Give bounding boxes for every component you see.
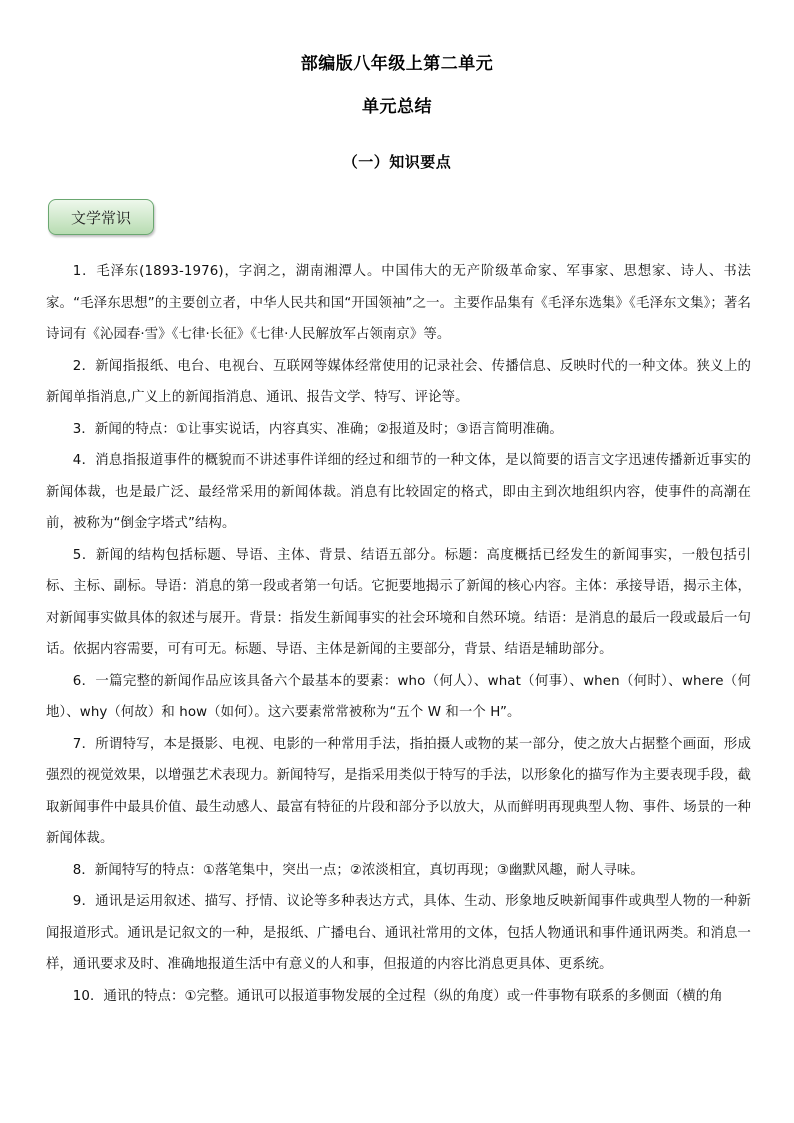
content-body xyxy=(46,256,751,1012)
paragraph-10: 10．通讯的特点：①完整。通讯可以报道事物发展的全过程（纵的角度）或一件事物有联系的多侧面（横的角 xyxy=(72,988,723,1004)
section-badge-literature: 文学常识 xyxy=(48,199,154,235)
paragraph-2: 2．新闻指报纸、电台、电视台、互联网等媒体经常使用的记录社会、传播信息、反映时代的一种文体。狭义上的新闻单指消息,广义上的新闻指消息、通讯、报告文学、特写、评论等。 xyxy=(46,358,751,405)
paragraph-7: 7．所谓特写，本是摄影、电视、电影的一种常用手法，指拍摄人或物的某一部分，使之放大占据整个画面，形成强烈的视觉效果，以增强艺术表现力。新闻特写，是指采用类似于特写的手法，以形象化的描写作为主要表现手段，截取新闻事件中最具价值、最生动感人、最富有特征的片段和部分予以放大，从而鲜明再现典型人物、事件、场景的一种新闻体裁。 xyxy=(46,736,751,846)
paragraph-1: 1．毛泽东(1893-1976)，字润之，湖南湘潭人。中国伟大的无产阶级革命家、军事家、思想家、诗人、书法家。“毛泽东思想”的主要创立者，中华人民共和国“开国领袖”之一。主要作品集有《毛泽东选集》《毛泽东文集》；著名诗词有《沁园春·雪》《七律·长征》《七律·人民解放军占领南京》等。 xyxy=(46,264,751,342)
paragraph-5: 5．新闻的结构包括标题、导语、主体、背景、结语五部分。标题：高度概括已经发生的新闻事实，一般包括引标、主标、副标。导语：消息的第一段或者第一句话。它扼要地揭示了新闻的核心内容。主体：承接导语，揭示主体，对新闻事实做具体的叙述与展开。背景：指发生新闻事实的社会环境和自然环境。结语：是消息的最后一段或最后一句话。依据内容需要，可有可无。标题、导语、主体是新闻的主要部分，背景、结语是辅助部分。 xyxy=(46,547,751,657)
paragraph-3: 3．新闻的特点：①让事实说话，内容真实、准确；②报道及时；③语言简明准确。 xyxy=(72,421,563,437)
paragraph-8: 8．新闻特写的特点：①落笔集中，突出一点；②浓淡相宜，真切再现；③幽默风趣，耐人寻味。 xyxy=(72,862,644,878)
paragraph-6: 6．一篇完整的新闻作品应该具备六个最基本的要素：who（何人）、what（何事）、when（何时）、where（何地）、why（何故）和 how（如何）。这六要素常常被称为“五个 W 和一个 H”。 xyxy=(46,673,751,720)
document-title: 部编版八年级上第二单元 xyxy=(300,54,494,74)
document-subtitle: 单元总结 xyxy=(362,97,432,117)
paragraph-9: 9．通讯是运用叙述、描写、抒情、议论等多种表达方式，具体、生动、形象地反映新闻事件或典型人物的一种新闻报道形式。通讯是记叙文的一种，是报纸、广播电台、通讯社常用的文体，包括人物通讯和事件通讯两类。和消息一样，通讯要求及时、准确地报道生活中有意义的人和事，但报道的内容比消息更具体、更系统。 xyxy=(46,894,751,972)
paragraph-4: 4．消息指报道事件的概貌而不讲述事件详细的经过和细节的一种文体，是以简要的语言文字迅速传播新近事实的新闻体裁，也是最广泛、最经常采用的新闻体裁。消息有比较固定的格式，即由主到次地组织内容，使事件的高潮在前，被称为“倒金字塔式”结构。 xyxy=(46,453,751,531)
section-heading: （一）知识要点 xyxy=(342,153,452,171)
